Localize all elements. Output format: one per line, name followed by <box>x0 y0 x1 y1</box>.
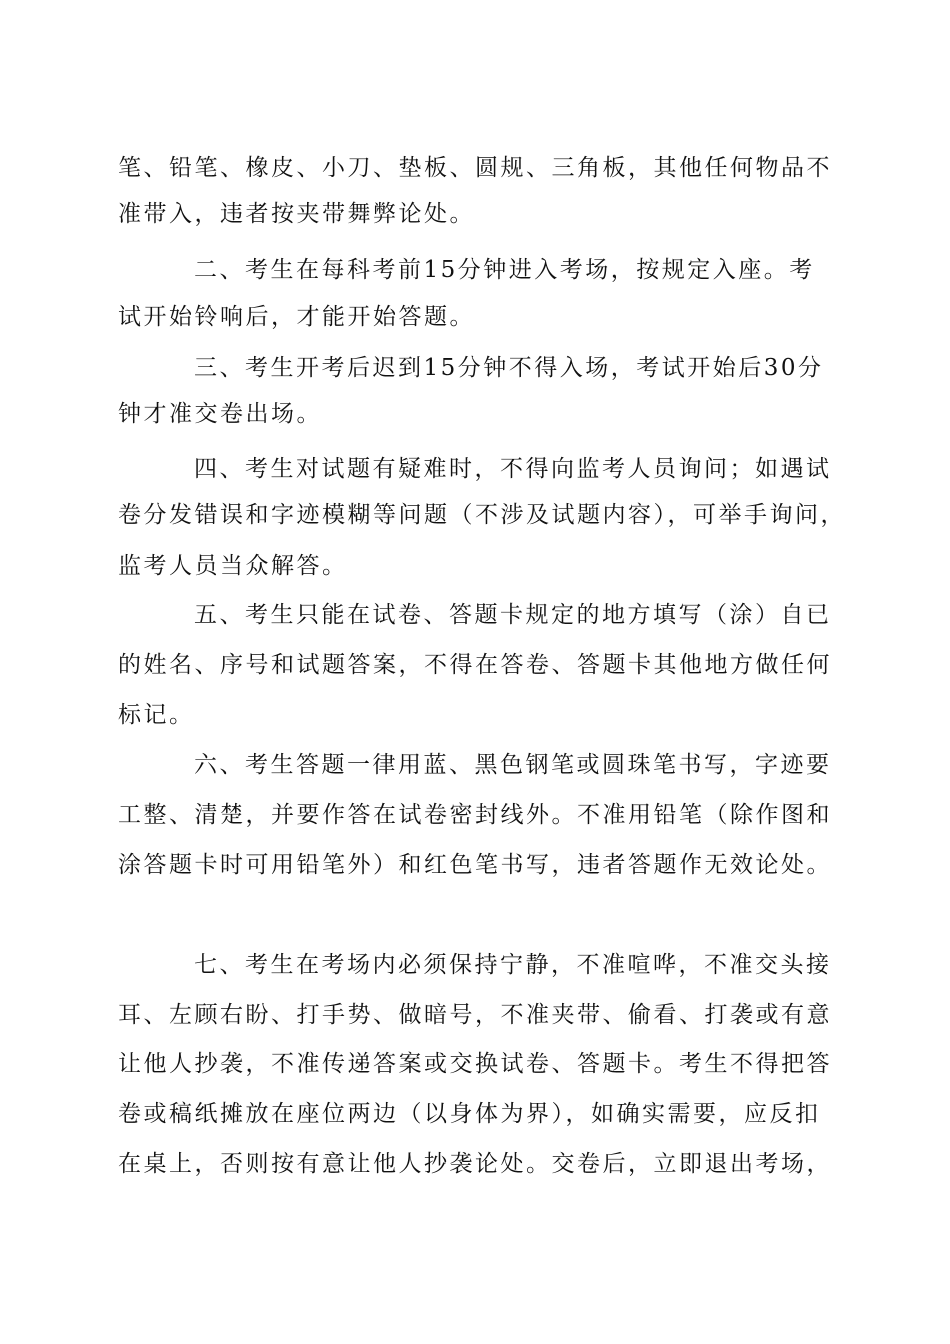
text-line: 让他人抄袭，不准传递答案或交换试卷、答题卡。考生不得把答 <box>118 1051 832 1077</box>
text-line: 在桌上，否则按有意让他人抄袭论处。交卷后，立即退出考场， <box>118 1151 832 1177</box>
text-line: 工整、清楚，并要作答在试卷密封线外。不准用铅笔（除作图和 <box>118 802 832 828</box>
text-line: 卷或稿纸摊放在座位两边（以身体为界），如确实需要，应反扣 <box>118 1101 821 1127</box>
text-line: 耳、左顾右盼、打手势、做暗号，不准夹带、偷看、打袭或有意 <box>118 1002 832 1028</box>
paragraph-7-line: 七、考生在考场内必须保持宁静，不准喧哗，不准交头接 <box>194 952 832 978</box>
text-line: 笔、铅笔、橡皮、小刀、垫板、圆规、三角板，其他任何物品不 <box>118 155 832 181</box>
paragraph-3-line: 三、考生开考后迟到15分钟不得入场，考试开始后30分 <box>194 355 824 381</box>
text-line: 试开始铃响后，才能开始答题。 <box>118 304 475 330</box>
text-line: 的姓名、序号和试题答案，不得在答卷、答题卡其他地方做任何 <box>118 652 832 678</box>
text-line: 监考人员当众解答。 <box>118 553 348 579</box>
text-line: 准带入，违者按夹带舞弊论处。 <box>118 201 475 227</box>
paragraph-5-line: 五、考生只能在试卷、答题卡规定的地方填写（涂）自已 <box>194 602 832 628</box>
text-line: 标记。 <box>118 702 195 728</box>
text-line: 钟才准交卷出场。 <box>118 401 322 427</box>
text-line: 涂答题卡时可用铅笔外）和红色笔书写，违者答题作无效论处。 <box>118 852 832 878</box>
paragraph-4-line: 四、考生对试题有疑难时，不得向监考人员询问；如遇试 <box>194 456 832 482</box>
paragraph-2-line: 二、考生在每科考前15分钟进入考场，按规定入座。考 <box>194 257 815 283</box>
paragraph-6-line: 六、考生答题一律用蓝、黑色钢笔或圆珠笔书写，字迹要 <box>194 752 832 778</box>
text-line: 卷分发错误和字迹模糊等问题（不涉及试题内容），可举手询问， <box>118 502 846 528</box>
